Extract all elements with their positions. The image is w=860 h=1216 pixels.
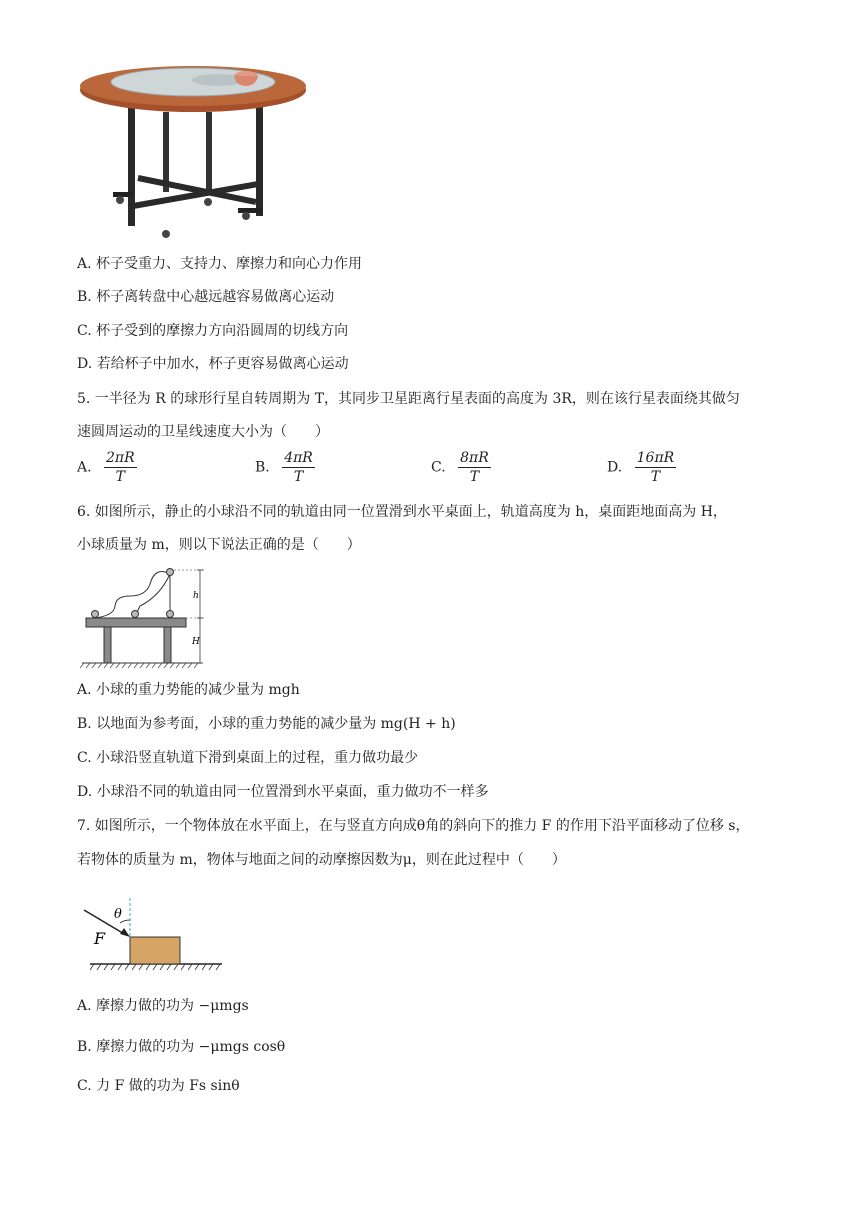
q7-option-c: C. 力 F 做的功为 Fs sinθ <box>77 1078 240 1094</box>
q6-stem-line1: 6. 如图所示，静止的小球沿不同的轨道由同一位置滑到水平桌面上，轨道高度为 h，桌面距地面高为 H， <box>77 504 727 520</box>
round-table-figure <box>78 66 318 236</box>
q5-option-d: D. $\frac{16\pi R}{T}$ <box>607 450 675 485</box>
push-block-figure <box>84 894 234 984</box>
q7-stem-line1: 7. 如图所示，一个物体放在水平面上，在与竖直方向成θ角的斜向下的推力 F 的作用下沿平面移动了位移 s， <box>77 818 750 834</box>
q6-option-a: A. 小球的重力势能的减少量为 mgh <box>77 682 300 698</box>
label-F: F <box>94 929 106 948</box>
q6-stem-line2: 小球质量为 m，则以下说法正确的是（ ） <box>77 537 361 553</box>
q7-option-b: B. 摩擦力做的功为 −μmgs cosθ <box>77 1039 286 1055</box>
q6-option-b: B. 以地面为参考面，小球的重力势能的减少量为 mg(H + h) <box>77 716 456 732</box>
q4-option-a: A. 杯子受重力、支持力、摩擦力和向心力作用 <box>77 256 363 272</box>
label-theta: θ <box>114 907 122 922</box>
q5-option-c: C. $\frac{8\pi R}{T}$ <box>431 450 489 485</box>
track-table-figure <box>80 566 220 670</box>
q4-option-b: B. 杯子离转盘中心越远越容易做离心运动 <box>77 289 335 305</box>
q7-option-a: A. 摩擦力做的功为 −μmgs <box>77 998 249 1014</box>
q7-stem-line2: 若物体的质量为 m，物体与地面之间的动摩擦因数为μ，则在此过程中（ ） <box>77 852 566 868</box>
q6-option-d: D. 小球沿不同的轨道由同一位置滑到水平桌面，重力做功不一样多 <box>77 784 489 800</box>
q4-option-d: D. 若给杯子中加水，杯子更容易做离心运动 <box>77 356 349 372</box>
label-h: h <box>193 591 199 601</box>
q4-option-c: C. 杯子受到的摩擦力方向沿圆周的切线方向 <box>77 323 349 339</box>
q5-option-b: B. $\frac{4\pi R}{T}$ <box>255 450 313 485</box>
q5-stem-line2: 速圆周运动的卫星线速度大小为（ ） <box>77 424 329 440</box>
label-H: H <box>192 637 200 647</box>
q5-option-a: A. $\frac{2\pi R}{T}$ <box>77 450 135 485</box>
q6-option-c: C. 小球沿竖直轨道下滑到桌面上的过程，重力做功最少 <box>77 750 419 766</box>
q5-stem-line1: 5. 一半径为 R 的球形行星自转周期为 T，其同步卫星距离行星表面的高度为 3R，则在该行星表面绕其做匀 <box>77 391 740 407</box>
